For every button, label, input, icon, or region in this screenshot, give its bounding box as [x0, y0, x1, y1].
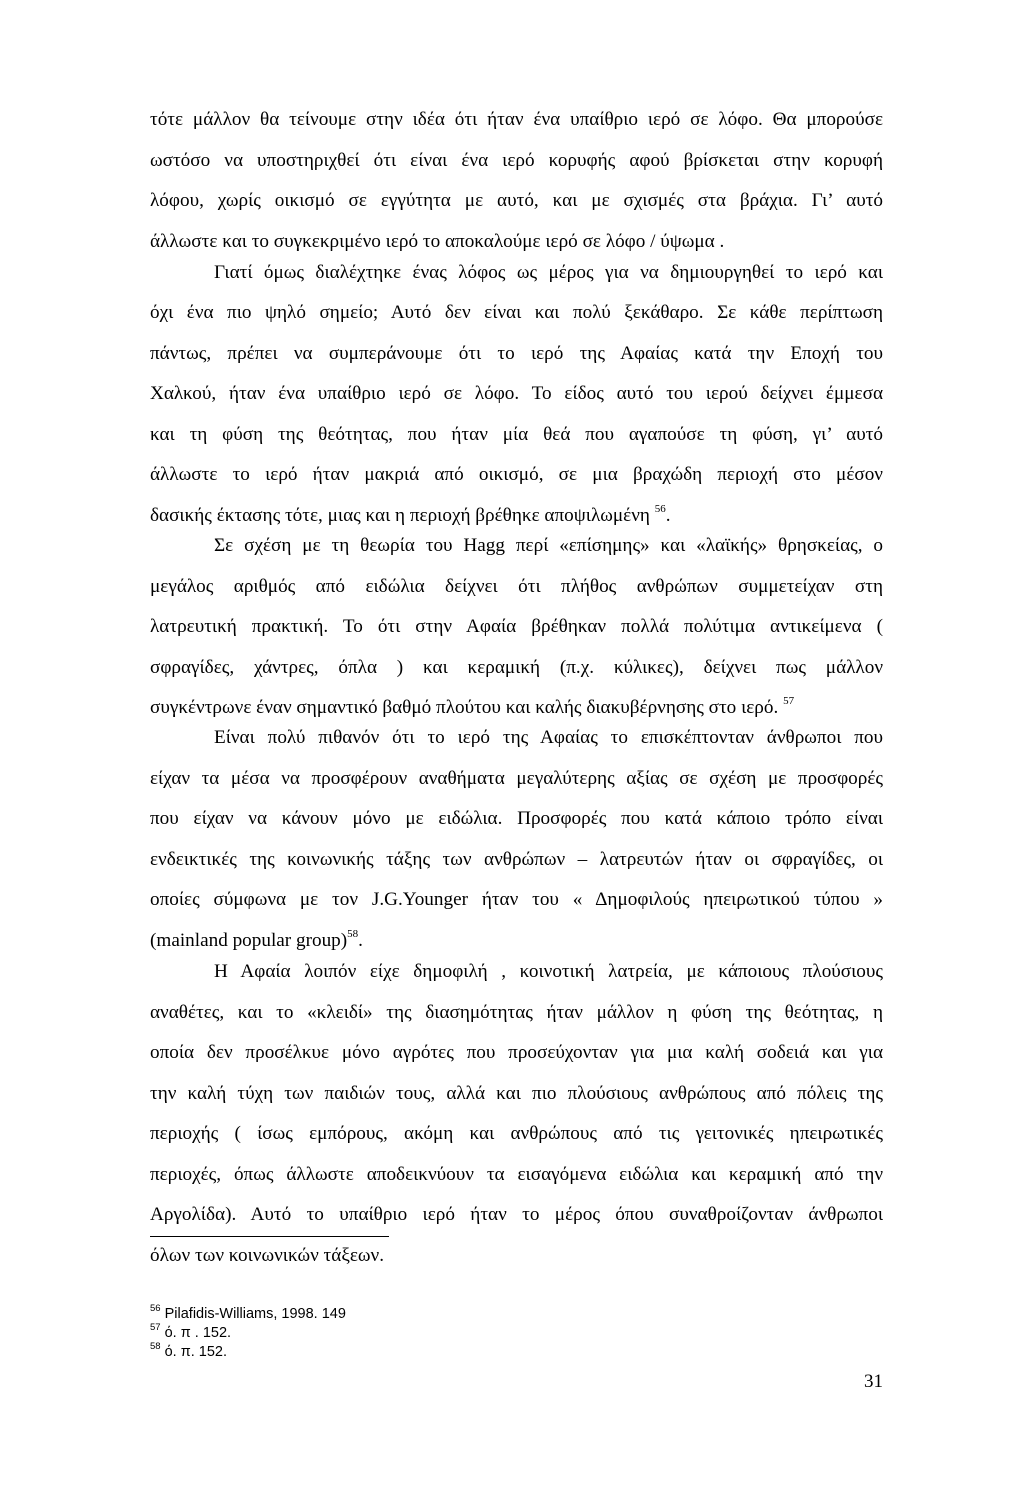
- footnote-text: ό. π. 152.: [164, 1344, 228, 1360]
- body-line-29: Αργολίδα). Αυτό το υπαίθριο ιερό ήταν το μέρος όπου συναθροίζονταν άνθρωποι: [150, 1204, 883, 1225]
- body-line-7: πάντως, πρέπει να συμπεράνουμε ότι το ιερό της Αφαίας κατά την Εποχή του: [150, 343, 883, 364]
- footnote-number: 56: [150, 1303, 161, 1315]
- body-line-28: περιοχές, όπως άλλωστε αποδεικνύουν τα εισαγόμενα ειδώλια και κεραμική από την: [150, 1164, 883, 1185]
- footnote-number: 58: [150, 1341, 161, 1353]
- body-line-13: μεγάλος αριθμός από ειδώλια δείχνει ότι πλήθος ανθρώπων συμμετείχαν στη: [150, 576, 883, 597]
- footnote-text: Pilafidis-Williams, 1998. 149: [164, 1306, 346, 1322]
- body-line-17: Είναι πολύ πιθανόν ότι το ιερό της Αφαίας το επισκέπτονταν άνθρωποι που: [214, 727, 883, 748]
- body-line-25: οποία δεν προσέλκυε μόνο αγρότες που προσεύχονταν για μια καλή σοδειά και για: [150, 1042, 883, 1063]
- body-line-2: ωστόσο να υποστηριχθεί ότι είναι ένα ιερό κορυφής αφού βρίσκεται στην κορυφή: [150, 150, 883, 171]
- footnote-ref-58: 58: [347, 927, 359, 940]
- body-line-16: συγκέντρωνε έναν σημαντικό βαθμό πλούτου και καλής διακυβέρνησης στο ιερό. $^{57}$: [150, 694, 795, 718]
- footnote-58: [150, 1343, 227, 1361]
- body-line-24: αναθέτες, και το «κλειδί» της διασημότητας ήταν μάλλον η φύση της θεότητας, η: [150, 1002, 883, 1023]
- footnote-56: [150, 1305, 346, 1323]
- body-line-5: Γιατί όμως διαλέχτηκε ένας λόφος ως μέρος για να δημιουργηθεί το ιερό και: [214, 262, 883, 283]
- body-line-11: δασικής έκτασης τότε, μιας και η περιοχή βρέθηκε αποψιλωμένη $^{56}$.: [150, 502, 671, 526]
- page-number: 31: [864, 1371, 883, 1392]
- body-line-30: όλων των κοινωνικών τάξεων.: [150, 1245, 385, 1266]
- body-line-20: ενδεικτικές της κοινωνικής τάξης των ανθρώπων – λατρευτών ήταν οι σφραγίδες, οι: [150, 849, 883, 870]
- body-line-22: (mainland popular group)$^{58}$.: [150, 927, 363, 951]
- body-line-8: Χαλκού, ήταν ένα υπαίθριο ιερό σε λόφο. Το είδος αυτό του ιερού δείχνει έμμεσα: [150, 383, 883, 404]
- footnote-ref-56: 56: [654, 502, 666, 515]
- body-line-4: άλλωστε και το συγκεκριμένο ιερό το αποκαλούμε ιερό σε λόφο / ύψωμα .: [150, 231, 725, 252]
- body-line-21: οποίες σύμφωνα με τον J.G.Younger ήταν του « Δημοφιλούς ηπειρωτικού τύπου »: [150, 889, 883, 910]
- footnote-ref-57: 57: [783, 694, 795, 707]
- body-line-15: σφραγίδες, χάντρες, όπλα ) και κεραμική (π.χ. κύλικες), δείχνει πως μάλλον: [150, 657, 883, 678]
- body-line-27: περιοχής ( ίσως εμπόρους, ακόμη και ανθρώπους από τις γειτονικές ηπειρωτικές: [150, 1123, 883, 1144]
- body-line-18: είχαν τα μέσα να προσφέρουν αναθήματα μεγαλύτερης αξίας σε σχέση με προσφορές: [150, 768, 883, 789]
- footnote-text: ό. π . 152.: [164, 1325, 232, 1341]
- body-line-26: την καλή τύχη των παιδιών τους, αλλά και πιο πλούσιους ανθρώπους από πόλεις της: [150, 1083, 883, 1104]
- footnote-57: [150, 1324, 231, 1342]
- body-line-23: Η Αφαία λοιπόν είχε δημοφιλή , κοινοτική λατρεία, με κάποιους πλούσιους: [214, 961, 883, 982]
- body-line-19: που είχαν να κάνουν μόνο με ειδώλια. Προσφορές που κατά κάποιο τρόπο είναι: [150, 808, 883, 829]
- body-line-12: Σε σχέση με τη θεωρία του Hagg περί «επίσημης» και «λαϊκής» θρησκείας, ο: [214, 535, 883, 556]
- body-line-3: λόφου, χωρίς οικισμό σε εγγύτητα με αυτό, και με σχισμές στα βράχια. Γι’ αυτό: [150, 190, 883, 211]
- body-line-9: και τη φύση της θεότητας, που ήταν μία θεά που αγαπούσε τη φύση, γι’ αυτό: [150, 424, 883, 445]
- body-line-10: άλλωστε το ιερό ήταν μακριά από οικισμό, σε μια βραχώδη περιοχή στο μέσον: [150, 464, 883, 485]
- footnote-separator: [150, 1236, 389, 1237]
- body-line-14: λατρευτική πρακτική. Το ότι στην Αφαία βρέθηκαν πολλά πολύτιμα αντικείμενα (: [150, 616, 883, 637]
- body-line-6: όχι ένα πιο ψηλό σημείο; Αυτό δεν είναι και πολύ ξεκάθαρο. Σε κάθε περίπτωση: [150, 302, 883, 323]
- body-line-1: τότε μάλλον θα τείνουμε στην ιδέα ότι ήταν ένα υπαίθριο ιερό σε λόφο. Θα μπορούσε: [150, 109, 883, 130]
- footnote-number: 57: [150, 1322, 161, 1334]
